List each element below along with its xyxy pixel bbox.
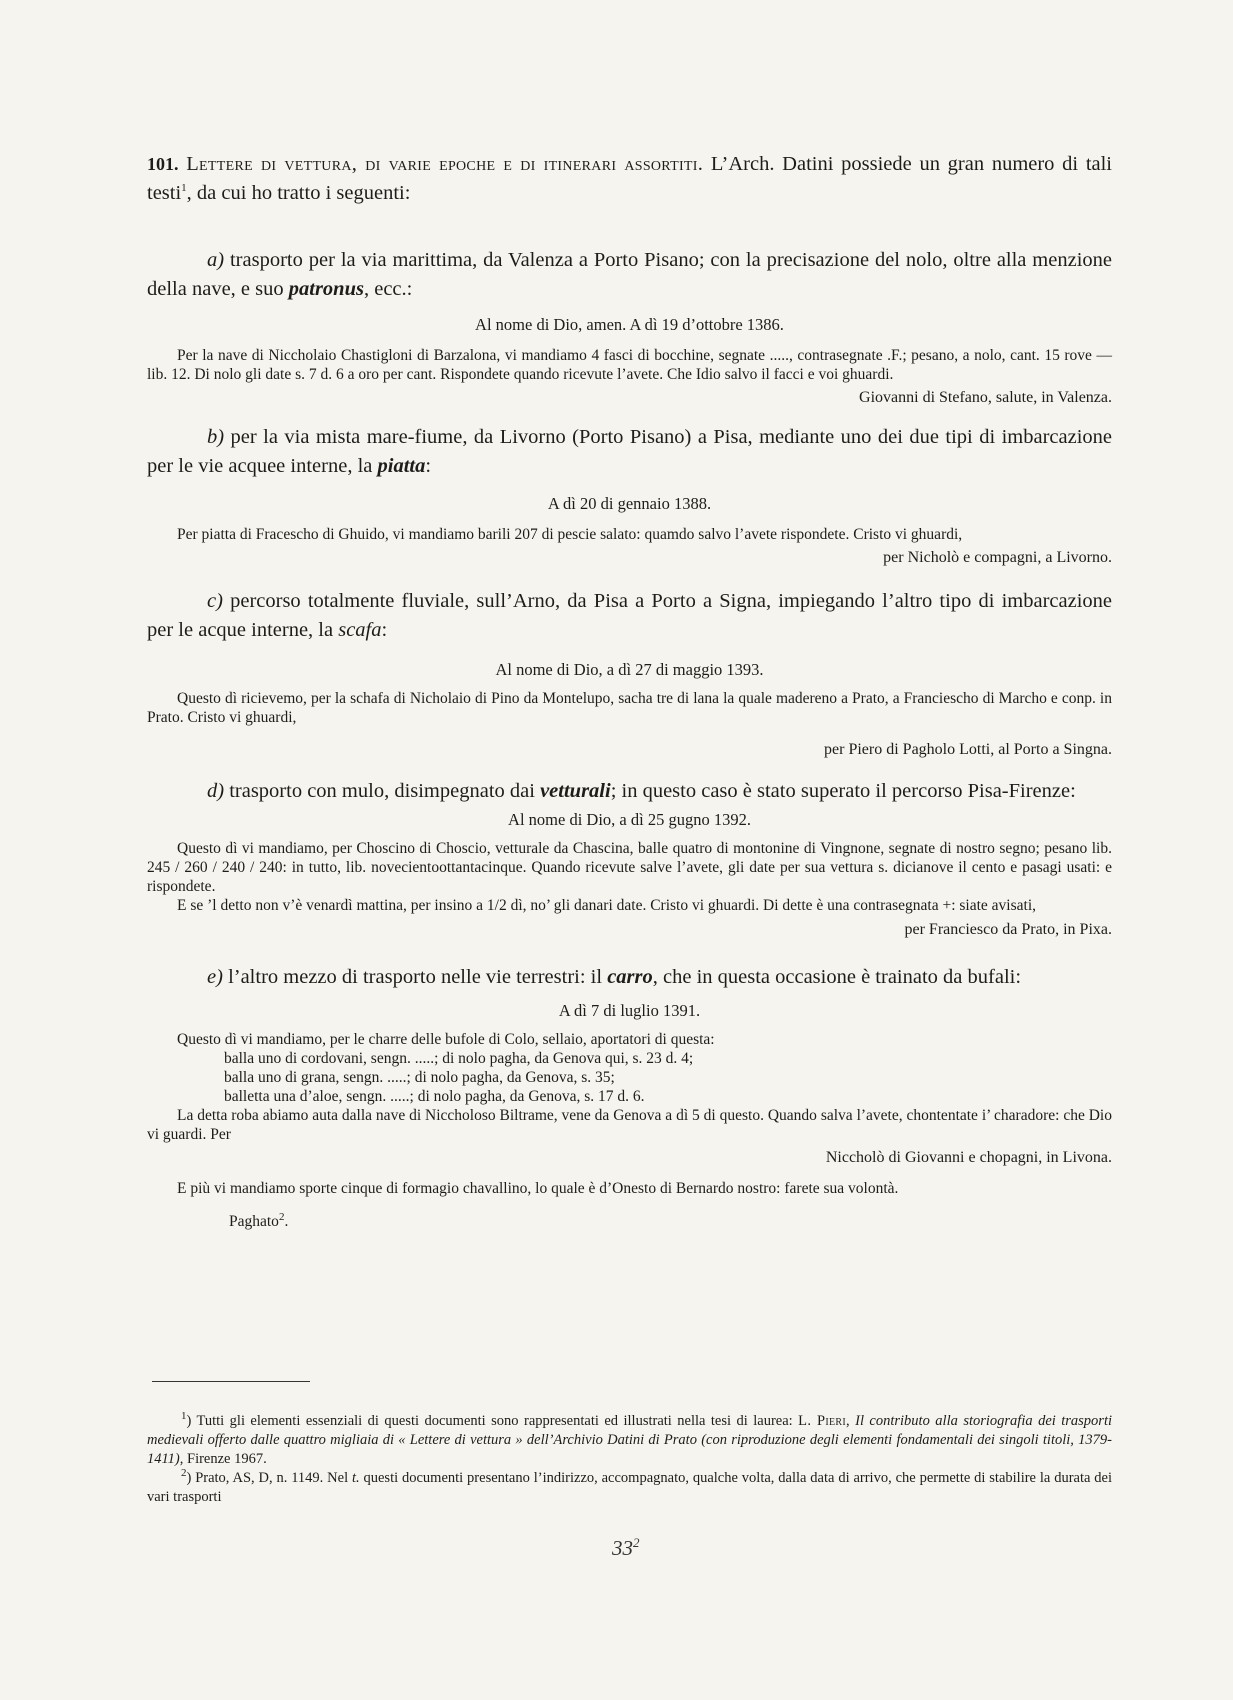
footnote-1-title: Il contributo alla storiografia dei trasporti medievali offerto dalle quattro migliaia di « Lettere di vettura » dell’Archivio Datini di Prato (con riproduzione degli elementi fondamentali dei singoli titoli, 1379-1411) (147, 1413, 1113, 1467)
item-d-fraction: 1/2 (486, 897, 507, 914)
item-a-term: patronus (288, 278, 364, 300)
item-b-label: b) (207, 426, 225, 448)
item-e-date: A dì 7 di luglio 1391. (558, 1001, 701, 1020)
item-e-text-end: , che in questa occasione è trainato da bufali: (652, 966, 1022, 988)
item-c-intro (147, 587, 1112, 645)
item-e-text: l’altro mezzo di trasporto nelle vie terrestri: il (222, 966, 608, 988)
footnote-ref-2: 2 (278, 1210, 285, 1223)
footnote-1-mark: 1 (181, 1410, 187, 1423)
item-e-intro (147, 963, 1112, 992)
item-d-letter-2a: E se ’l detto non v’è venardì mattina, per insino a (177, 897, 487, 914)
section-intro-a: L’Arch. Datini possiede un gran numero di tali testi (147, 153, 1113, 204)
item-d-intro (147, 777, 1112, 806)
section-heading (147, 150, 1112, 208)
item-c-text: percorso totalmente fluviale, sull’Arno, da Pisa a Porto a Signa, impiegando l’altro tipo di imbarcazione per le acque interne, la (147, 590, 1112, 641)
item-a-date: Al nome di Dio, amen. A dì 19 d’ottobre 1386. (475, 315, 784, 334)
footnote-ref-1: 1 (181, 182, 187, 195)
item-b-intro (147, 423, 1112, 481)
item-b-text: per la via mista mare-fiume, da Livorno (Porto Pisano) a Pisa, mediante uno dei due tipi di imbarcazione per le vie acquee interne, la (147, 426, 1112, 477)
item-c-signature: per Piero di Pagholo Lotti, al Porto a Singna. (824, 741, 1112, 758)
footnote-1-end: , Firenze 1967. (179, 1451, 267, 1467)
page-number-main: 33 (612, 1536, 633, 1560)
footnote-1-text: ) Tutti gli elementi essenziali di questi documenti sono rappresentati ed illustrati nella tesi di laurea: (186, 1413, 799, 1429)
item-d-text-end: ; in questo caso è stato superato il percorso Pisa-Firenze: (610, 780, 1076, 802)
item-e-label: e) (207, 966, 223, 988)
footnote-rule (152, 1381, 310, 1382)
page-number-sup: 2 (633, 1535, 640, 1550)
footnote-2 (147, 1469, 1112, 1507)
item-e-letter-3: E più vi mandiamo sporte cinque di formagio chavallino, lo quale è d’Onesto di Bernardo nostro: farete sua volontà. (177, 1180, 899, 1197)
item-d-date: Al nome di Dio, a dì 25 gugno 1392. (508, 810, 751, 829)
item-d-signature: per Franciesco da Prato, in Pixa. (904, 921, 1112, 938)
item-a-intro (147, 246, 1112, 304)
item-d-letter-2b: dì, no’ gli danari date. Cristo vi ghuardi. Di dette è una contrasegnata +: siate avisati, (506, 897, 1037, 914)
item-e-term: carro (607, 966, 653, 988)
item-a-signature: Giovanni di Stefano, salute, in Valenza. (859, 389, 1112, 406)
item-e-list-item: balla uno di grana, sengn. .....; di nolo pagha, da Genova, s. 35; (224, 1069, 615, 1086)
footnote-1 (147, 1412, 1112, 1469)
footnote-2-text: ) Prato, AS, D, n. 1149. Nel (186, 1470, 352, 1486)
item-b-term: piatta (377, 455, 426, 477)
item-c-letter: Questo dì ricievemo, per la schafa di Nicholaio di Pino da Montelupo, sacha tre di lana la quale madereno a Prato, a Franciescho di Marcho e conp. in Prato. Cristo vi ghuardi, (147, 690, 1112, 726)
item-e-list-item: balla uno di cordovani, sengn. .....; di nolo pagha, da Genova qui, s. 23 d. 4; (224, 1050, 694, 1067)
item-e-list-item: balletta una d’aloe, sengn. .....; di nolo pagha, da Genova, s. 17 d. 6. (224, 1088, 645, 1105)
item-e-letter-2: La detta roba abiamo auta dalla nave di Niccholoso Biltrame, vene da Genova a dì 5 di questo. Quando salva l’avete, chontentate i’ charadore: che Dio vi guardi. Per (147, 1107, 1112, 1143)
item-d-letter: Questo dì vi mandiamo, per Choscino di Choscio, vetturale da Chascina, balle quatro di montonine di Vingnone, segnate di nostro segno; pesano lib. 245 / 260 / 240 / 240: in tutto, lib. novecientoottantacinque. Quando ricevute salve l’avete, gli date per sua vettura s. dicianove il cento e pasagi usati: e rispondete. (147, 840, 1112, 895)
page-number (612, 1536, 640, 1561)
item-e-paid-text: Paghato (229, 1213, 279, 1230)
item-b-date: A dì 20 di gennaio 1388. (547, 494, 712, 513)
item-c-term: scafa (338, 619, 382, 641)
item-c-label: c) (207, 590, 223, 612)
item-d-text: trasporto con mulo, disimpegnato dai (224, 780, 541, 802)
footnote-2-end: questi documenti presentano l’indirizzo, accompagnato, qualche volta, dalla data di arrivo, che permette di stabilire la durata dei vari trasporti (147, 1470, 1112, 1505)
item-c-text-end: : (381, 619, 388, 641)
item-d-term: vetturali (540, 780, 611, 802)
item-d-letter-2 (147, 896, 1112, 915)
section-number: 101. (147, 154, 179, 174)
footnote-1-author: L. Pieri (798, 1413, 847, 1429)
item-c-date: Al nome di Dio, a dì 27 di maggio 1393. (495, 660, 764, 679)
item-b-text-end: : (425, 455, 432, 477)
item-a-label: a) (207, 249, 225, 271)
item-a-text: trasporto per la via marittima, da Valenza a Porto Pisano; con la precisazione del nolo, oltre alla menzione della nave, e suo (147, 249, 1112, 300)
section-intro-b: , da cui ho tratto i seguenti: (186, 182, 411, 204)
footnote-1-sep: , (846, 1413, 856, 1429)
footnote-2-abbr: t. (351, 1470, 360, 1486)
main-text (147, 150, 1112, 1231)
footnotes (147, 1412, 1112, 1507)
item-b-letter: Per piatta di Fracescho di Ghuido, vi mandiamo barili 207 di pescie salato: quamdo salvo l’avete rispondete. Cristo vi ghuardi, (177, 526, 963, 543)
item-b-signature: per Nicholò e compagni, a Livorno. (883, 549, 1112, 566)
item-a-text-end: , ecc.: (363, 278, 413, 300)
item-e-signature: Niccholò di Giovanni e chopagni, in Livona. (825, 1149, 1112, 1166)
item-e-paid-end: . (284, 1213, 289, 1230)
section-title: Lettere di vettura, di varie epoche e di itinerari assortiti. (186, 153, 704, 175)
footnote-2-mark: 2 (181, 1467, 187, 1480)
item-d-label: d) (207, 780, 225, 802)
item-e-paid (147, 1212, 1112, 1231)
item-a-letter: Per la nave di Niccholaio Chastigloni di Barzalona, vi mandiamo 4 fasci di bocchine, segnate ....., contrasegnate .F.; pesano, a nolo, cant. 15 rove — lib. 12. Di nolo gli date s. 7 d. 6 a oro per cant. Rispondete quando ricevute l’avete. Che Idio salvo il facci e voi ghuardi. (147, 347, 1112, 383)
item-e-letter: Questo dì vi mandiamo, per le charre delle bufole di Colo, sellaio, aportatori di questa: (177, 1031, 715, 1048)
